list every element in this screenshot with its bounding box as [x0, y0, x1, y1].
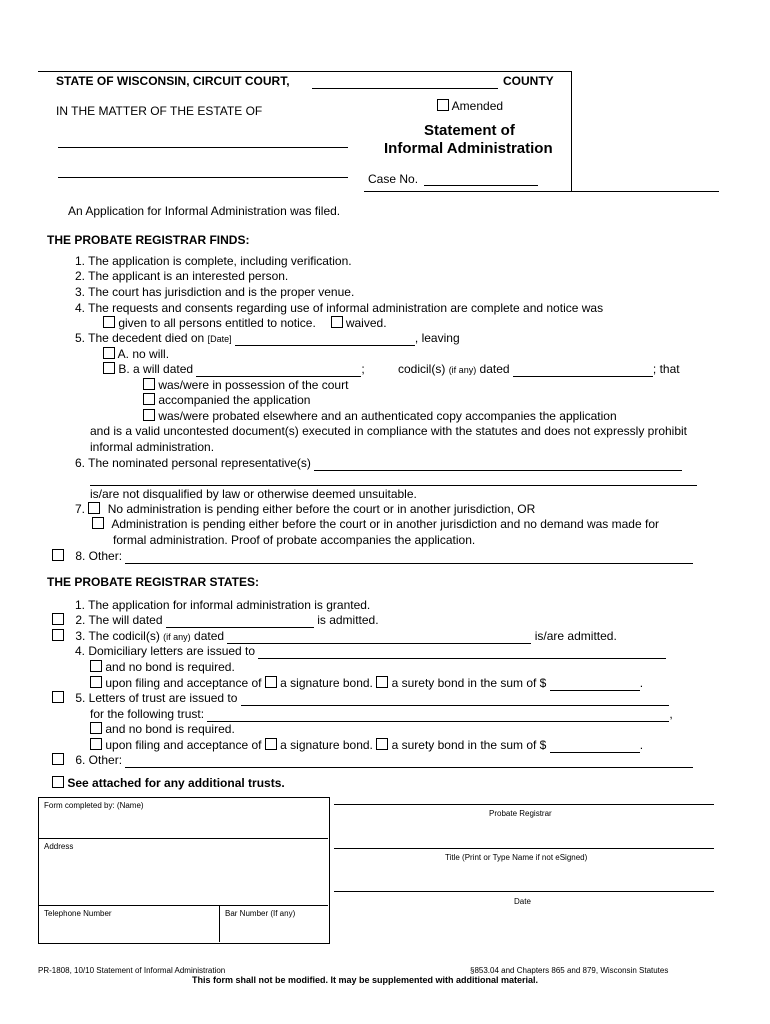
- will-semicolon: ;: [361, 362, 365, 376]
- leaving-label: , leaving: [414, 331, 460, 345]
- trust-comma: ,: [669, 707, 673, 721]
- codicil-label: codicil(s): [398, 362, 446, 376]
- letters-of-trust-label: 5. Letters of trust are issued to: [75, 691, 238, 705]
- modification-notice: This form shall not be modified. It may be supplemented with additional material.: [192, 975, 539, 985]
- informal-admin-text: informal administration.: [90, 440, 215, 454]
- amended-label: Amended: [451, 99, 504, 113]
- trust-surety-amount-input[interactable]: [550, 739, 640, 753]
- date-signature-line[interactable]: [334, 891, 714, 892]
- dom-upon-filing-checkbox[interactable]: [90, 676, 102, 688]
- estate-of-label: IN THE MATTER OF THE ESTATE OF: [56, 104, 263, 118]
- finds-item-5: [75, 331, 460, 346]
- dom-no-bond-checkbox[interactable]: [90, 660, 102, 672]
- possession-label: was/were in possession of the court: [158, 378, 349, 392]
- will-date-input[interactable]: [196, 363, 361, 377]
- trust-surety-bond-checkbox[interactable]: [376, 738, 388, 750]
- will-dated-label-2: 2. The will dated: [75, 613, 163, 627]
- codicil-dated-label-2: dated: [194, 629, 225, 643]
- date-label: Date: [514, 897, 531, 906]
- preparer-box-divider-2: [38, 905, 328, 906]
- probate-registrar-label: Probate Registrar: [489, 809, 552, 818]
- no-will-checkbox[interactable]: [103, 347, 115, 359]
- nominated-pr-label: 6. The nominated personal representative(s): [75, 456, 311, 470]
- form-id: PR-1808, 10/10 Statement of Informal Administration: [38, 966, 226, 975]
- codicil-admitted-checkbox[interactable]: [52, 629, 64, 641]
- valid-document-text: and is a valid uncontested document(s) executed in compliance with the statutes and does not expressly prohibit: [90, 424, 688, 438]
- address-label: Address: [44, 842, 74, 851]
- codicil-ifany: (if any): [448, 365, 477, 375]
- finds-item-3: 3. The court has jurisdiction and is the proper venue.: [75, 285, 355, 299]
- item7-number: 7.: [75, 502, 86, 516]
- decedent-name-input-2[interactable]: [58, 164, 348, 178]
- finds-other-label: 8. Other:: [75, 549, 123, 563]
- trust-no-bond-label: and no bond is required.: [105, 722, 235, 736]
- will-status-3: [143, 409, 617, 423]
- see-attached-row: [52, 776, 285, 790]
- codicil-date-input[interactable]: [513, 363, 653, 377]
- dom-period: .: [639, 676, 644, 690]
- admin-pending-label: Administration is pending either before the court or in another jurisdiction and no demand was made for: [111, 517, 659, 531]
- codicil-admitted-label: is/are admitted.: [534, 629, 617, 643]
- accompanied-checkbox[interactable]: [143, 393, 155, 405]
- notice-waived-label: waived.: [345, 316, 387, 330]
- top-rule: [38, 71, 571, 72]
- following-trust-label: for the following trust:: [90, 707, 205, 721]
- dom-signature-bond-checkbox[interactable]: [265, 676, 277, 688]
- probated-elsewhere-checkbox[interactable]: [143, 409, 155, 421]
- states-item-5: [52, 691, 669, 706]
- probated-elsewhere-label: was/were probated elsewhere and an authenticated copy accompanies the application: [158, 409, 617, 423]
- dom-bond-option: [90, 676, 643, 691]
- will-admitted-checkbox[interactable]: [52, 613, 64, 625]
- trust-no-bond-option: [90, 722, 235, 736]
- preparer-box-divider-3: [219, 905, 220, 942]
- case-no-label: Case No.: [368, 172, 419, 186]
- decedent-name-input[interactable]: [58, 134, 348, 148]
- dom-surety-amount-input[interactable]: [550, 677, 640, 691]
- title-print-label: Title (Print or Type Name if not eSigned): [445, 853, 588, 862]
- intro-text: An Application for Informal Administration was filed.: [68, 204, 341, 218]
- dom-no-bond-option: [90, 660, 235, 674]
- registrar-signature-line[interactable]: [334, 804, 714, 805]
- trust-upon-filing-checkbox[interactable]: [90, 738, 102, 750]
- nominated-pr-input[interactable]: [314, 457, 682, 471]
- trust-name-input[interactable]: [207, 708, 669, 722]
- states-item-4: [75, 644, 666, 659]
- form-title-line1: Statement of: [424, 122, 515, 139]
- will-status-1: [143, 378, 348, 392]
- county-input[interactable]: [312, 75, 498, 89]
- states-item-3: [52, 629, 617, 644]
- trust-signature-bond-label: a signature bond.: [280, 738, 373, 752]
- will-option: [103, 362, 365, 377]
- notice-waived-checkbox[interactable]: [331, 316, 343, 328]
- decedent-died-label: 5. The decedent died on: [75, 331, 205, 345]
- no-will-option: [103, 347, 169, 361]
- telephone-label: Telephone Number: [44, 909, 112, 918]
- domiciliary-input[interactable]: [258, 645, 666, 659]
- completed-by-label: Form completed by: (Name): [44, 801, 144, 810]
- finds-heading: THE PROBATE REGISTRAR FINDS:: [47, 233, 250, 247]
- accompanied-label: accompanied the application: [158, 393, 311, 407]
- nominated-pr-input-2[interactable]: [90, 472, 697, 486]
- states-other-label: 6. Other:: [75, 753, 123, 767]
- bar-number-label: Bar Number (If any): [225, 909, 296, 918]
- notice-given-checkbox[interactable]: [103, 316, 115, 328]
- no-will-label: A. no will.: [117, 347, 170, 361]
- dom-surety-bond-checkbox[interactable]: [376, 676, 388, 688]
- state-court-label: STATE OF WISCONSIN, CIRCUIT COURT,: [56, 74, 290, 88]
- notice-options: [103, 316, 387, 330]
- county-label: COUNTY: [503, 74, 554, 88]
- codicil-dated-label: dated: [479, 362, 510, 376]
- see-attached-checkbox[interactable]: [52, 776, 64, 788]
- preparer-info-box: [38, 797, 330, 944]
- finds-item-2: 2. The applicant is an interested person.: [75, 269, 289, 283]
- dom-signature-bond-label: a signature bond.: [280, 676, 373, 690]
- finds-item-4: 4. The requests and consents regarding use of informal administration are complete and notice was: [75, 301, 604, 315]
- states-item-6: [52, 753, 693, 768]
- finds-item-6: [75, 456, 682, 471]
- dom-upon-filing-label: upon filing and acceptance of: [105, 676, 262, 690]
- no-admin-pending-checkbox[interactable]: [88, 502, 100, 514]
- notice-given-label: given to all persons entitled to notice.: [118, 316, 316, 330]
- states-heading: THE PROBATE REGISTRAR STATES:: [47, 575, 260, 589]
- finds-other-input[interactable]: [125, 550, 693, 564]
- amended-checkbox-group: [437, 99, 503, 113]
- case-no-input[interactable]: [424, 172, 538, 186]
- admin-pending-checkbox[interactable]: [92, 517, 104, 529]
- will-checkbox[interactable]: [103, 362, 115, 374]
- not-disqualified-text: is/are not disqualified by law or otherwise deemed unsuitable.: [90, 487, 417, 501]
- finds-item-1: 1. The application is complete, including verification.: [75, 254, 352, 268]
- will-admitted-label: is admitted.: [317, 613, 379, 627]
- codicil-label-2: 3. The codicil(s): [75, 629, 160, 643]
- dom-surety-bond-label: a surety bond in the sum of $: [391, 676, 547, 690]
- will-status-2: [143, 393, 310, 407]
- will-dated-label: B. a will dated: [118, 362, 194, 376]
- finds-item-7b: [92, 517, 659, 531]
- trust-name-row: [90, 707, 673, 722]
- date-hint: [Date]: [207, 334, 232, 344]
- dom-no-bond-label: and no bond is required.: [105, 660, 235, 674]
- finds-item-8: [52, 549, 693, 564]
- states-item-2: [52, 613, 379, 628]
- trust-bond-option: [90, 738, 643, 753]
- trust-no-bond-checkbox[interactable]: [90, 722, 102, 734]
- header-bottom-rule: [364, 191, 719, 192]
- codicil-ifany-2: (if any): [163, 632, 191, 642]
- preparer-box-divider-1: [38, 838, 328, 839]
- possession-checkbox[interactable]: [143, 378, 155, 390]
- codicil-admitted-date-input[interactable]: [227, 630, 531, 644]
- trust-upon-filing-label: upon filing and acceptance of: [105, 738, 262, 752]
- codicil-group: [398, 362, 680, 377]
- states-other-checkbox[interactable]: [52, 753, 64, 765]
- finds-item-7a: [75, 502, 535, 516]
- trust-period: .: [639, 738, 644, 752]
- title-signature-line[interactable]: [334, 848, 714, 849]
- that-label: ; that: [652, 362, 680, 376]
- trust-signature-bond-checkbox[interactable]: [265, 738, 277, 750]
- domiciliary-label: 4. Domiciliary letters are issued to: [75, 644, 256, 658]
- no-admin-pending-label: No administration is pending either before the court or in another jurisdiction, OR: [107, 502, 536, 516]
- formal-admin-text: formal administration. Proof of probate accompanies the application.: [113, 533, 476, 547]
- states-other-input[interactable]: [125, 754, 693, 768]
- form-title-line2: Informal Administration: [384, 140, 553, 157]
- trust-surety-bond-label: a surety bond in the sum of $: [391, 738, 547, 752]
- amended-checkbox[interactable]: [437, 99, 449, 111]
- death-date-input[interactable]: [235, 332, 415, 346]
- letters-of-trust-input[interactable]: [241, 692, 669, 706]
- see-attached-label: See attached for any additional trusts.: [67, 776, 285, 790]
- header-right-rule: [571, 71, 572, 191]
- states-item-1: 1. The application for informal administration is granted.: [75, 598, 371, 612]
- letters-of-trust-checkbox[interactable]: [52, 691, 64, 703]
- statute-reference: §853.04 and Chapters 865 and 879, Wisconsin Statutes: [470, 966, 669, 975]
- will-admitted-date-input[interactable]: [166, 614, 314, 628]
- finds-other-checkbox[interactable]: [52, 549, 64, 561]
